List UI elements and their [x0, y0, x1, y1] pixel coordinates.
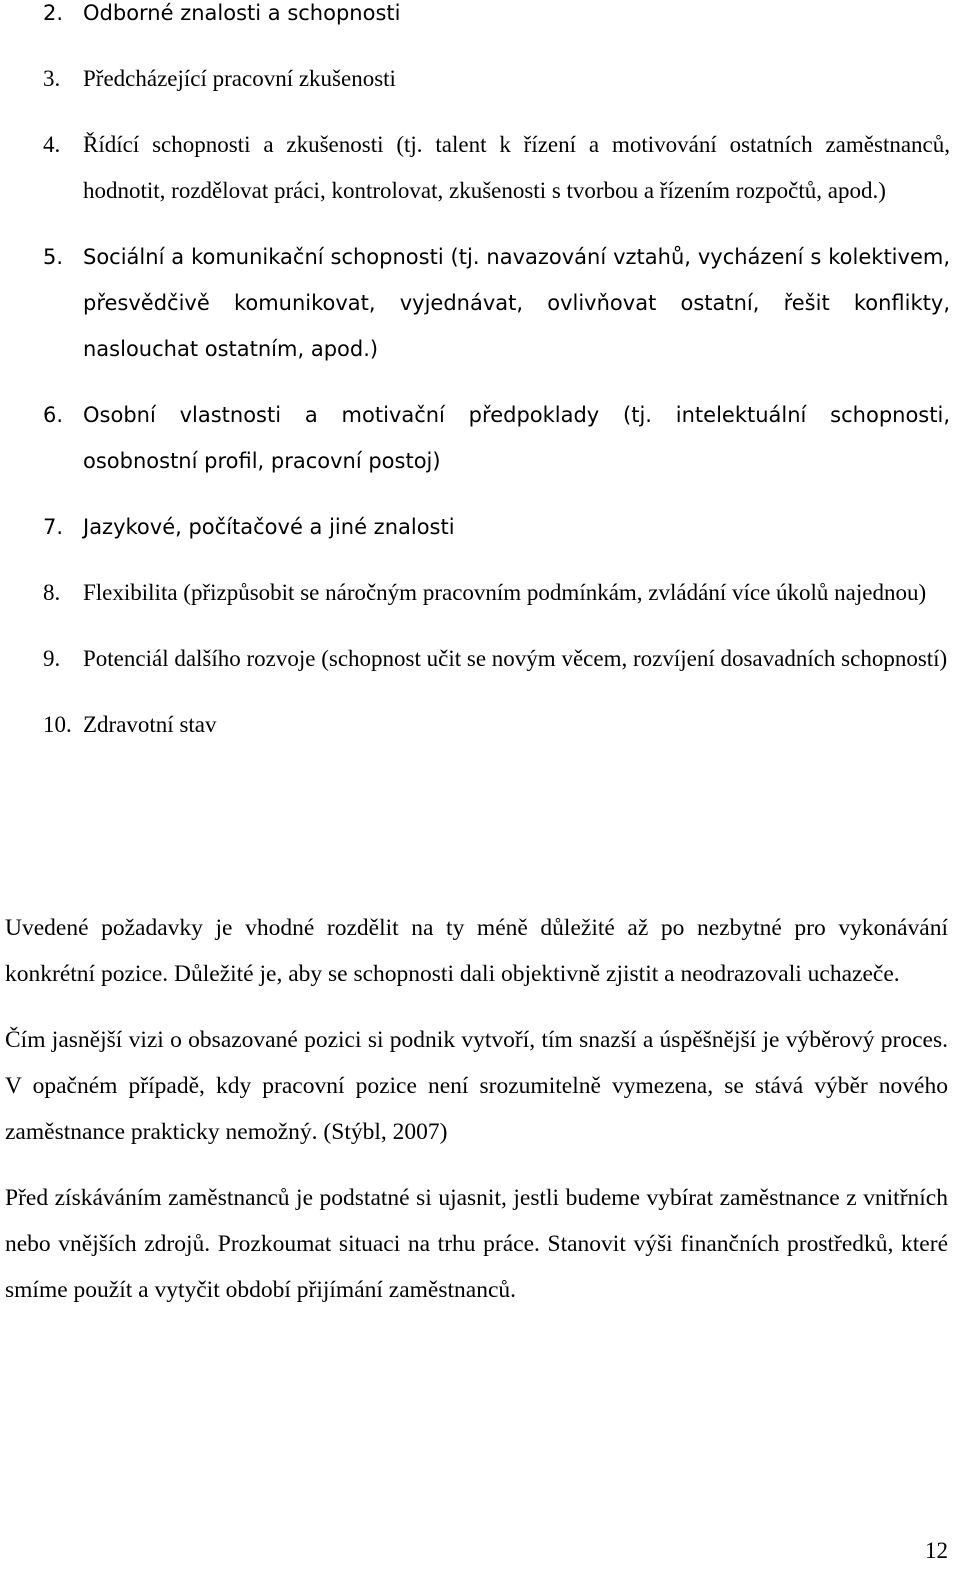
- list-item-number: 10.: [43, 712, 72, 737]
- list-item: [0, 0, 950, 36]
- list-item-number: 5.: [43, 245, 64, 269]
- list-item: [0, 636, 950, 682]
- paragraph: Před získáváním zaměstnanců je podstatné si ujasnit, jestli budeme vybírat zaměstnance z vnitřních nebo vnějších zdrojů. Prozkoumat situaci na trhu práce. Stanovit výši finančních prostředků, které smíme použít a vytyčit období přijímání zaměstnanců.: [5, 1185, 948, 1303]
- list-item: [0, 392, 950, 484]
- list-item: [0, 234, 950, 372]
- list-item-number: 9.: [43, 646, 61, 671]
- requirements-list: [0, 0, 950, 768]
- paragraph: Uvedené požadavky je vhodné rozdělit na ty méně důležité až po nezbytné pro vykonávání konkrétní pozice. Důležité je, aby se schopnosti dali objektivně zjistit a neodrazovali uchazeče.: [5, 915, 948, 987]
- list-item-number: 7.: [43, 515, 64, 539]
- list-item-number: 6.: [43, 403, 64, 427]
- list-item-number: 4.: [43, 132, 61, 157]
- list-item-text: Potenciál dalšího rozvoje (schopnost učit se novým věcem, rozvíjení dosavadních schopností): [83, 646, 948, 671]
- list-item: [0, 56, 950, 102]
- page-number: 12: [925, 1538, 948, 1563]
- list-item: [0, 122, 950, 214]
- list-item-text: Předcházející pracovní zkušenosti: [83, 66, 396, 91]
- list-item-number: 3.: [43, 66, 61, 91]
- list-item: [0, 570, 950, 616]
- list-item-text: Flexibilita (přizpůsobit se náročným pracovním podmínkám, zvládání více úkolů najednou): [83, 580, 927, 605]
- list-item-text: Osobní vlastnosti a motivační předpoklady (tj. intelektuální schopnosti, osobnostní profil, pracovní postoj): [83, 403, 950, 473]
- list-item-number: 2.: [43, 1, 64, 25]
- list-item: [0, 702, 950, 748]
- list-item-text: Jazykové, počítačové a jiné znalosti: [83, 515, 455, 539]
- list-item-text: Sociální a komunikační schopnosti (tj. navazování vztahů, vycházení s kolektivem, přesvědčivě komunikovat, vyjednávat, ovlivňovat ostatní, řešit konflikty, naslouchat ostatním, apod.): [83, 245, 950, 361]
- list-item: [0, 504, 950, 550]
- list-item-text: Řídící schopnosti a zkušenosti (tj. talent k řízení a motivování ostatních zaměstnanců, hodnotit, rozdělovat práci, kontrolovat, zkušenosti s tvorbou a řízením rozpočtů, apod.): [83, 132, 950, 203]
- list-item-number: 8.: [43, 580, 61, 605]
- list-item-text: Zdravotní stav: [83, 712, 217, 737]
- body-paragraphs: [5, 905, 948, 1333]
- list-item-text: Odborné znalosti a schopnosti: [83, 1, 401, 25]
- paragraph: Čím jasnější vizi o obsazované pozici si podnik vytvoří, tím snazší a úspěšnější je výběrový proces. V opačném případě, kdy pracovní pozice není srozumitelně vymezena, se stává výběr nového zaměstnance prakticky nemožný. (Stýbl, 2007): [5, 1027, 948, 1145]
